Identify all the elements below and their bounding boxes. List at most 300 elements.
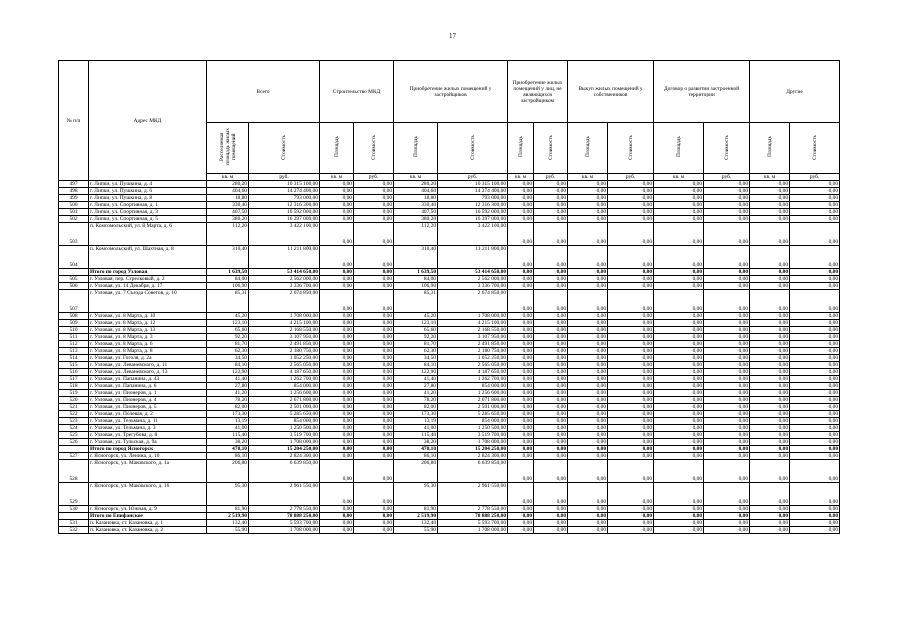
value-cell: 0,00 — [608, 520, 654, 527]
value-cell: 1 250 500,00 — [438, 425, 508, 432]
value-cell: 0,00 — [608, 483, 654, 506]
address-cell: Итого по Епифанское — [89, 513, 207, 520]
value-cell: 0,00 — [320, 216, 354, 223]
row-number: 511 — [59, 334, 89, 341]
value-cell: 0,00 — [568, 520, 608, 527]
value-cell: 206,80 — [394, 460, 438, 483]
value-cell: 0,00 — [654, 188, 704, 195]
value-cell: 0,00 — [750, 520, 790, 527]
value-cell: 0,00 — [750, 383, 790, 390]
value-cell: 0,00 — [750, 397, 790, 404]
value-cell: 0,00 — [568, 513, 608, 520]
subheader: Площадь — [320, 123, 354, 174]
value-cell: 41,40 — [394, 376, 438, 383]
value-cell: 0,00 — [534, 181, 568, 188]
value-cell: 0,00 — [608, 348, 654, 355]
value-cell: 0,00 — [354, 506, 394, 513]
value-cell: 0,00 — [508, 376, 534, 383]
value-cell: 0,00 — [750, 418, 790, 425]
total-area-cell: 34,50 — [207, 355, 249, 362]
unit-header: руб. — [534, 174, 568, 181]
value-cell: 0,00 — [534, 453, 568, 460]
value-cell: 0,00 — [354, 334, 394, 341]
value-cell: 3 422 100,00 — [438, 223, 508, 246]
value-cell: 0,00 — [790, 425, 840, 432]
value-cell: 0,00 — [534, 276, 568, 283]
value-cell: 0,00 — [320, 527, 354, 534]
value-cell: 122,90 — [394, 369, 438, 376]
row-number: 529 — [59, 483, 89, 506]
table-row — [59, 276, 840, 283]
value-cell: 0,00 — [534, 223, 568, 246]
value-cell: 78,20 — [394, 397, 438, 404]
address-cell: г. Ясногорск, ул. Маковского, д. 1а — [89, 460, 207, 483]
address-cell: г. Узловая, ул. Леваневского, д. 13 — [89, 369, 207, 376]
header-group: Строительство МКД — [320, 61, 394, 123]
address-cell: г. Узловая, ул. Леваневского, д. 11 — [89, 362, 207, 369]
value-cell: 0,00 — [568, 188, 608, 195]
value-cell: 0,00 — [320, 520, 354, 527]
value-cell: 0,00 — [608, 269, 654, 276]
address-cell: г. Узловая, ул. Трегубова, д. 8 — [89, 432, 207, 439]
row-number: 515 — [59, 362, 89, 369]
value-cell: 0,00 — [508, 348, 534, 355]
value-cell: 6 639 850,00 — [438, 460, 508, 483]
table-row — [59, 527, 840, 534]
value-cell: 0,00 — [354, 276, 394, 283]
value-cell: 0,00 — [704, 411, 750, 418]
value-cell: 0,00 — [508, 390, 534, 397]
table-row — [59, 411, 840, 418]
value-cell: 0,00 — [534, 320, 568, 327]
subheader: Площадь — [654, 123, 704, 174]
subheader: Стоимость — [438, 123, 508, 174]
value-cell: 41,20 — [394, 390, 438, 397]
value-cell: 0,00 — [750, 411, 790, 418]
value-cell: 0,00 — [790, 527, 840, 534]
value-cell: 0,00 — [704, 188, 750, 195]
address-cell: г. Узловая, ул. 7 Съезда Советов, д. 10 — [89, 290, 207, 313]
value-cell: 0,00 — [654, 202, 704, 209]
total-cost-cell: 2 674 850,00 — [249, 290, 320, 313]
value-cell: 0,00 — [508, 432, 534, 439]
unit-header: руб. — [790, 174, 840, 181]
value-cell: 404,60 — [394, 188, 438, 195]
value-cell: 0,00 — [320, 369, 354, 376]
value-cell: 0,00 — [790, 362, 840, 369]
value-cell: 0,00 — [608, 223, 654, 246]
header-group: Приобретение жилых помещений у лиц, не являющихся застройщиком — [508, 61, 568, 123]
total-area-cell: 81,70 — [207, 341, 249, 348]
table-row — [59, 425, 840, 432]
total-cost-cell: 53 414 650,00 — [249, 269, 320, 276]
value-cell: 0,00 — [354, 202, 394, 209]
value-cell: 0,00 — [654, 520, 704, 527]
value-cell: 0,00 — [750, 376, 790, 383]
value-cell: 0,00 — [654, 397, 704, 404]
value-cell: 3 107 950,00 — [438, 334, 508, 341]
value-cell: 0,00 — [354, 390, 394, 397]
row-number: 518 — [59, 383, 89, 390]
value-cell: 0,00 — [508, 276, 534, 283]
value-cell: 0,00 — [608, 460, 654, 483]
row-number: 506 — [59, 283, 89, 290]
total-cost-cell: 2 491 850,00 — [249, 341, 320, 348]
value-cell: 0,00 — [354, 283, 394, 290]
subheader: Площадь — [394, 123, 438, 174]
value-cell: 0,00 — [790, 446, 840, 453]
value-cell: 0,00 — [534, 460, 568, 483]
unit-header: кв. м — [750, 174, 790, 181]
value-cell: 0,00 — [534, 216, 568, 223]
row-number: 523 — [59, 418, 89, 425]
value-cell: 0,00 — [608, 432, 654, 439]
value-cell: 0,00 — [354, 432, 394, 439]
value-cell: 0,00 — [568, 527, 608, 534]
value-cell: 0,00 — [320, 453, 354, 460]
value-cell: 0,00 — [750, 341, 790, 348]
table-row — [59, 460, 840, 483]
unit-header: кв. м — [320, 174, 354, 181]
table-row — [59, 348, 840, 355]
value-cell: 0,00 — [354, 195, 394, 202]
total-area-cell: 13,19 — [207, 418, 249, 425]
value-cell: 0,00 — [354, 460, 394, 483]
value-cell: 0,00 — [320, 195, 354, 202]
value-cell: 0,00 — [750, 460, 790, 483]
value-cell: 0,00 — [508, 513, 534, 520]
value-cell: 0,00 — [534, 520, 568, 527]
value-cell: 0,00 — [320, 439, 354, 446]
total-area-cell: 41,20 — [207, 390, 249, 397]
value-cell: 0,00 — [750, 513, 790, 520]
table-row — [59, 246, 840, 269]
value-cell: 38,20 — [394, 439, 438, 446]
value-cell: 0,00 — [354, 216, 394, 223]
subheader: Стоимость — [534, 123, 568, 174]
value-cell: 0,00 — [320, 483, 354, 506]
value-cell: 0,00 — [790, 223, 840, 246]
value-cell: 0,00 — [654, 453, 704, 460]
value-cell: 0,00 — [608, 397, 654, 404]
value-cell: 0,00 — [608, 411, 654, 418]
value-cell: 0,00 — [654, 369, 704, 376]
unit-header: кв. м — [654, 174, 704, 181]
total-cost-cell: 4 187 650,00 — [249, 369, 320, 376]
total-area-cell: 310,40 — [207, 246, 249, 269]
value-cell: 0,00 — [354, 369, 394, 376]
value-cell: 2 168 550,00 — [438, 327, 508, 334]
total-cost-cell: 2 565 050,00 — [249, 362, 320, 369]
row-number: 499 — [59, 195, 89, 202]
total-cost-cell: 2 824 300,00 — [249, 453, 320, 460]
value-cell: 0,00 — [790, 453, 840, 460]
address-cell: г. Липки, ул. Пушкина, д. 8 — [89, 195, 207, 202]
table-row — [59, 439, 840, 446]
value-cell: 0,00 — [534, 439, 568, 446]
table-row — [59, 432, 840, 439]
value-cell: 0,00 — [534, 341, 568, 348]
subheader: Площадь — [508, 123, 534, 174]
value-cell: 0,00 — [704, 327, 750, 334]
value-cell: 0,00 — [320, 341, 354, 348]
total-area-cell: 470,10 — [207, 446, 249, 453]
value-cell: 0,00 — [320, 446, 354, 453]
value-cell: 0,00 — [534, 506, 568, 513]
table-row — [59, 202, 840, 209]
total-area-cell: 41,40 — [207, 376, 249, 383]
total-area-cell: 82,00 — [207, 404, 249, 411]
value-cell: 0,00 — [568, 397, 608, 404]
value-cell: 0,00 — [568, 327, 608, 334]
total-area-cell: 122,90 — [207, 369, 249, 376]
value-cell: 0,00 — [320, 513, 354, 520]
value-cell: 0,00 — [750, 390, 790, 397]
subtotal-row — [59, 269, 840, 276]
address-cell: г. Липки, ул. Спортивная, д. 3 — [89, 209, 207, 216]
address-cell: г. Узловая, ул. 14 Декабря, д. 17 — [89, 283, 207, 290]
value-cell: 0,00 — [654, 390, 704, 397]
table-row — [59, 283, 840, 290]
value-cell: 0,00 — [508, 369, 534, 376]
value-cell: 0,00 — [534, 411, 568, 418]
value-cell: 55,90 — [394, 527, 438, 534]
value-cell: 1 708 000,00 — [438, 527, 508, 534]
value-cell: 0,00 — [508, 216, 534, 223]
value-cell: 0,00 — [568, 460, 608, 483]
total-cost-cell: 16 592 000,00 — [249, 209, 320, 216]
total-cost-cell: 854 000,00 — [249, 418, 320, 425]
unit-header: руб. — [354, 174, 394, 181]
value-cell: 0,00 — [320, 202, 354, 209]
value-cell: 0,00 — [354, 327, 394, 334]
table-row — [59, 209, 840, 216]
value-cell: 0,00 — [608, 320, 654, 327]
header-address: Адрес МКД — [89, 61, 207, 181]
table-row — [59, 418, 840, 425]
value-cell: 0,00 — [320, 432, 354, 439]
value-cell: 0,00 — [568, 432, 608, 439]
total-cost-cell: 12 316 300,00 — [249, 202, 320, 209]
value-cell: 0,00 — [508, 362, 534, 369]
total-area-cell: 407,50 — [207, 209, 249, 216]
table-row — [59, 290, 840, 313]
address-cell: Итого по город Узловая — [89, 269, 207, 276]
value-cell: 0,00 — [750, 446, 790, 453]
value-cell: 0,00 — [790, 418, 840, 425]
value-cell: 0,00 — [608, 216, 654, 223]
total-area-cell: 65,60 — [207, 327, 249, 334]
total-area-cell: 123,10 — [207, 320, 249, 327]
table-row — [59, 181, 840, 188]
value-cell: 1 262 700,00 — [438, 376, 508, 383]
address-cell: г. Ясногорск, ул. Ленина, д. 10 — [89, 453, 207, 460]
value-cell: 0,00 — [750, 506, 790, 513]
value-cell: 0,00 — [790, 313, 840, 320]
total-area-cell: 112,20 — [207, 223, 249, 246]
value-cell: 0,00 — [568, 453, 608, 460]
value-cell: 0,00 — [320, 425, 354, 432]
value-cell: 0,00 — [534, 290, 568, 313]
value-cell: 0,00 — [508, 411, 534, 418]
value-cell: 0,00 — [508, 460, 534, 483]
total-cost-cell: 2 168 550,00 — [249, 327, 320, 334]
value-cell: 0,00 — [750, 362, 790, 369]
total-area-cell: 86,10 — [207, 453, 249, 460]
row-number: 532 — [59, 527, 89, 534]
total-area-cell: 62,30 — [207, 348, 249, 355]
value-cell: 132,40 — [394, 520, 438, 527]
row-number: 525 — [59, 432, 89, 439]
total-cost-cell: 854 000,00 — [249, 383, 320, 390]
value-cell: 0,00 — [654, 320, 704, 327]
value-cell: 380,20 — [394, 216, 438, 223]
value-cell: 0,00 — [508, 334, 534, 341]
value-cell: 0,00 — [534, 188, 568, 195]
value-cell: 0,00 — [508, 320, 534, 327]
table-row — [59, 453, 840, 460]
value-cell: 0,00 — [320, 181, 354, 188]
total-area-cell: 95,30 — [207, 483, 249, 506]
value-cell: 0,00 — [608, 439, 654, 446]
value-cell: 0,00 — [568, 404, 608, 411]
value-cell: 84,00 — [394, 276, 438, 283]
value-cell: 4 187 650,00 — [438, 369, 508, 376]
total-cost-cell: 1 256 600,00 — [249, 390, 320, 397]
value-cell: 0,00 — [654, 195, 704, 202]
value-cell: 0,00 — [508, 313, 534, 320]
value-cell: 0,00 — [608, 327, 654, 334]
value-cell: 0,00 — [704, 195, 750, 202]
total-area-cell: 380,20 — [207, 216, 249, 223]
total-area-cell: 84,10 — [207, 362, 249, 369]
subheader: Стоимость — [249, 123, 320, 174]
value-cell: 0,00 — [568, 376, 608, 383]
value-cell: 2 519,90 — [394, 513, 438, 520]
value-cell: 0,00 — [568, 390, 608, 397]
value-cell: 2 778 550,00 — [438, 506, 508, 513]
address-cell: г. Узловая, пер. Стрелковый, д. 2 — [89, 276, 207, 283]
value-cell: 0,00 — [704, 246, 750, 269]
total-cost-cell: 2 562 000,00 — [249, 276, 320, 283]
unit-header: руб. — [704, 174, 750, 181]
address-cell: Итого по город Ясногорск — [89, 446, 207, 453]
total-cost-cell: 4 215 100,00 — [249, 320, 320, 327]
value-cell: 106,90 — [394, 283, 438, 290]
value-cell: 0,00 — [508, 246, 534, 269]
value-cell: 0,00 — [568, 209, 608, 216]
row-number: 509 — [59, 320, 89, 327]
value-cell: 0,00 — [534, 390, 568, 397]
value-cell: 0,00 — [790, 246, 840, 269]
value-cell: 330,40 — [394, 202, 438, 209]
value-cell: 0,00 — [534, 283, 568, 290]
value-cell: 0,00 — [704, 432, 750, 439]
total-cost-cell: 2 961 550,00 — [249, 483, 320, 506]
total-cost-cell: 78 888 250,00 — [249, 513, 320, 520]
total-area-cell: 173,30 — [207, 411, 249, 418]
value-cell: 0,00 — [750, 320, 790, 327]
value-cell: 0,00 — [320, 283, 354, 290]
total-cost-cell: 3 336 700,00 — [249, 283, 320, 290]
address-cell: г. Узловая, ул. Пионеров, д. 1 — [89, 390, 207, 397]
value-cell: 0,00 — [654, 362, 704, 369]
value-cell: 0,00 — [704, 483, 750, 506]
address-cell: п. Казановка, ст. Казановка, д. 2 — [89, 527, 207, 534]
table-row — [59, 369, 840, 376]
value-cell: 0,00 — [508, 418, 534, 425]
table-row — [59, 383, 840, 390]
value-cell: 0,00 — [568, 439, 608, 446]
total-area-cell: 55,90 — [207, 527, 249, 534]
total-cost-cell: 3 519 700,00 — [249, 432, 320, 439]
table-row — [59, 334, 840, 341]
value-cell: 0,00 — [568, 283, 608, 290]
table-row — [59, 320, 840, 327]
row-number: 497 — [59, 181, 89, 188]
value-cell: 0,00 — [654, 313, 704, 320]
address-cell: г. Липки, ул. Спортивная, д. 5 — [89, 216, 207, 223]
value-cell: 0,00 — [790, 390, 840, 397]
value-cell: 0,00 — [320, 188, 354, 195]
value-cell: 407,50 — [394, 209, 438, 216]
value-cell: 0,00 — [790, 209, 840, 216]
address-cell: г. Узловая, ул. 8 Марта, д. 8 — [89, 348, 207, 355]
value-cell: 0,00 — [568, 320, 608, 327]
value-cell: 0,00 — [608, 390, 654, 397]
value-cell: 1 639,50 — [394, 269, 438, 276]
address-cell: г. Узловая, ул. 8 Марта, д. 10 — [89, 313, 207, 320]
value-cell: 2 565 050,00 — [438, 362, 508, 369]
header-group: Всего — [207, 61, 320, 123]
value-cell: 0,00 — [320, 334, 354, 341]
address-cell: г. Узловая, ул. Гоголя, д. 2а — [89, 355, 207, 362]
value-cell: 0,00 — [608, 334, 654, 341]
value-cell: 0,00 — [534, 355, 568, 362]
value-cell: 86,10 — [394, 453, 438, 460]
value-cell: 0,00 — [508, 290, 534, 313]
row-number: 521 — [59, 404, 89, 411]
header-group: Договор о развитии застроенной территории — [654, 61, 750, 123]
row-number: 498 — [59, 188, 89, 195]
value-cell: 0,00 — [354, 513, 394, 520]
value-cell: 0,00 — [654, 348, 704, 355]
value-cell: 0,00 — [608, 418, 654, 425]
total-area-cell: 115,40 — [207, 432, 249, 439]
value-cell: 0,00 — [790, 369, 840, 376]
total-area-cell: 78,20 — [207, 397, 249, 404]
value-cell: 0,00 — [704, 446, 750, 453]
value-cell: 0,00 — [508, 188, 534, 195]
value-cell: 0,00 — [654, 223, 704, 246]
total-cost-cell: 11 211 800,00 — [249, 246, 320, 269]
value-cell: 0,00 — [508, 527, 534, 534]
total-cost-cell: 2 180 750,00 — [249, 348, 320, 355]
value-cell: 0,00 — [750, 483, 790, 506]
value-cell: 0,00 — [750, 188, 790, 195]
total-area-cell: 27,80 — [207, 383, 249, 390]
value-cell: 0,00 — [568, 269, 608, 276]
value-cell: 0,00 — [354, 320, 394, 327]
value-cell: 95,30 — [394, 483, 438, 506]
value-cell: 0,00 — [654, 527, 704, 534]
value-cell: 11 211 800,00 — [438, 246, 508, 269]
total-area-cell: 132,40 — [207, 520, 249, 527]
value-cell: 0,00 — [704, 397, 750, 404]
value-cell: 310,40 — [394, 246, 438, 269]
value-cell: 0,00 — [354, 246, 394, 269]
value-cell: 0,00 — [534, 195, 568, 202]
